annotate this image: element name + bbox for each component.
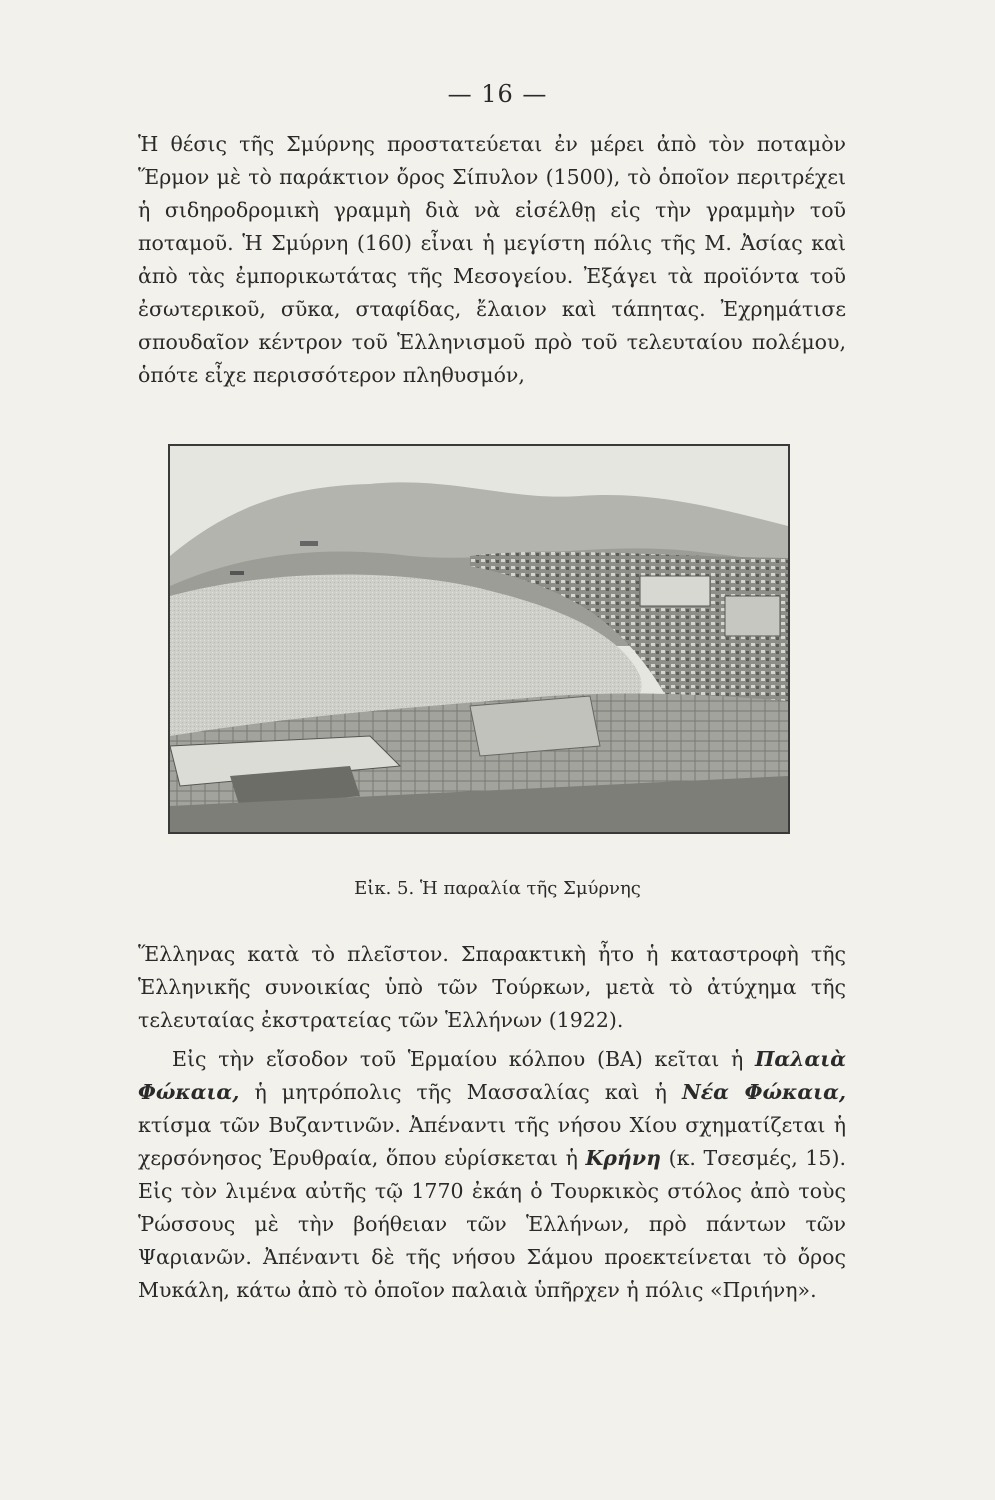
paragraph-smyrna-location: Ἡ θέσις τῆς Σμύρνης προστατεύεται ἐν μέρει ἀπὸ τὸν ποταμὸν Ἕρμον μὲ τὸ παράκτιον ὄρος Σίπυλον (1500), τὸ ὁποῖον περιτρέχει ἡ σιδηροδρομικὴ γραμμὴ διὰ νὰ εἰσέλθῃ εἰς τὴν γραμμὴν τοῦ ποταμοῦ. Ἡ Σμύρνη (160) εἶναι ἡ μεγίστη πόλις τῆς Μ. Ἀσίας καὶ ἀπὸ τὰς ἐμπορικωτάτας τῆς Μεσογείου. Ἐξάγει τὰ προϊόντα τοῦ ἐσωτερικοῦ, σῦκα, σταφίδας, ἔλαιον καὶ τάπητας. Ἐχρημάτισε σπουδαῖον κέντρον τοῦ Ἑλληνισμοῦ πρὸ τοῦ τελευταίου πολέμου, ὁπότε εἶχε περισσότερον πληθυσμόν,	[138, 132, 846, 387]
text-segment: ἡ μητρόπολις τῆς Μασσαλίας καὶ ἡ	[239, 1080, 682, 1104]
text-segment: (κ. Τσεσμές, 15). Εἰς τὸν λιμένα αὐτῆς τῷ 1770 ἐκάη ὁ Τουρκικὸς στόλος ἀπὸ τοὺς Ῥώσσους μὲ τὴν βοήθειαν τῶν Ἑλλήνων, πρὸ πάντων τῶν Ψαριανῶν. Ἀπέναντι δὲ τῆς νήσου Σάμου προεκτείνεται τὸ ὄρος Μυκάλη, κάτω ἀπὸ τὸ ὁποῖον παλαιὰ ὑπῆρχεν ἡ πόλις «Πριήνη».	[138, 1146, 846, 1302]
place-name-palaia-fokaia: Παλαιὰ Φώκαια,	[138, 1047, 846, 1104]
place-name-nea-fokaia: Νέα Φώκαια,	[681, 1080, 846, 1104]
page-number: — 16 —	[447, 80, 548, 108]
paragraph-hermaean-gulf	[138, 1043, 846, 1307]
figure-caption: Εἰκ. 5. Ἡ παραλία τῆς Σμύρνης	[354, 878, 641, 899]
text-segment: κτίσμα τῶν Βυζαντινῶν. Ἀπέναντι τῆς νήσου Χίου σχηματίζεται ἡ χερσόνησος Ἐρυθραία, ὅπου εὑρίσκεται ἡ	[138, 1113, 846, 1170]
smyrna-seafront-photo	[168, 444, 790, 834]
text-segment: Εἰς τὴν εἴσοδον τοῦ Ἑρμαίου κόλπου (ΒΑ) κεῖται ἡ	[172, 1047, 755, 1071]
paragraph-destruction: Ἕλληνας κατὰ τὸ πλεῖστον. Σπαρακτικὴ ἦτο ἡ καταστροφὴ τῆς Ἑλληνικῆς συνοικίας ὑπὸ τῶν Τούρκων, μετὰ τὸ ἀτύχημα τῆς τελευταίας ἐκστρατείας τῶν Ἑλλήνων (1922).	[138, 942, 846, 1032]
place-name-krini: Κρήνη	[585, 1146, 661, 1170]
